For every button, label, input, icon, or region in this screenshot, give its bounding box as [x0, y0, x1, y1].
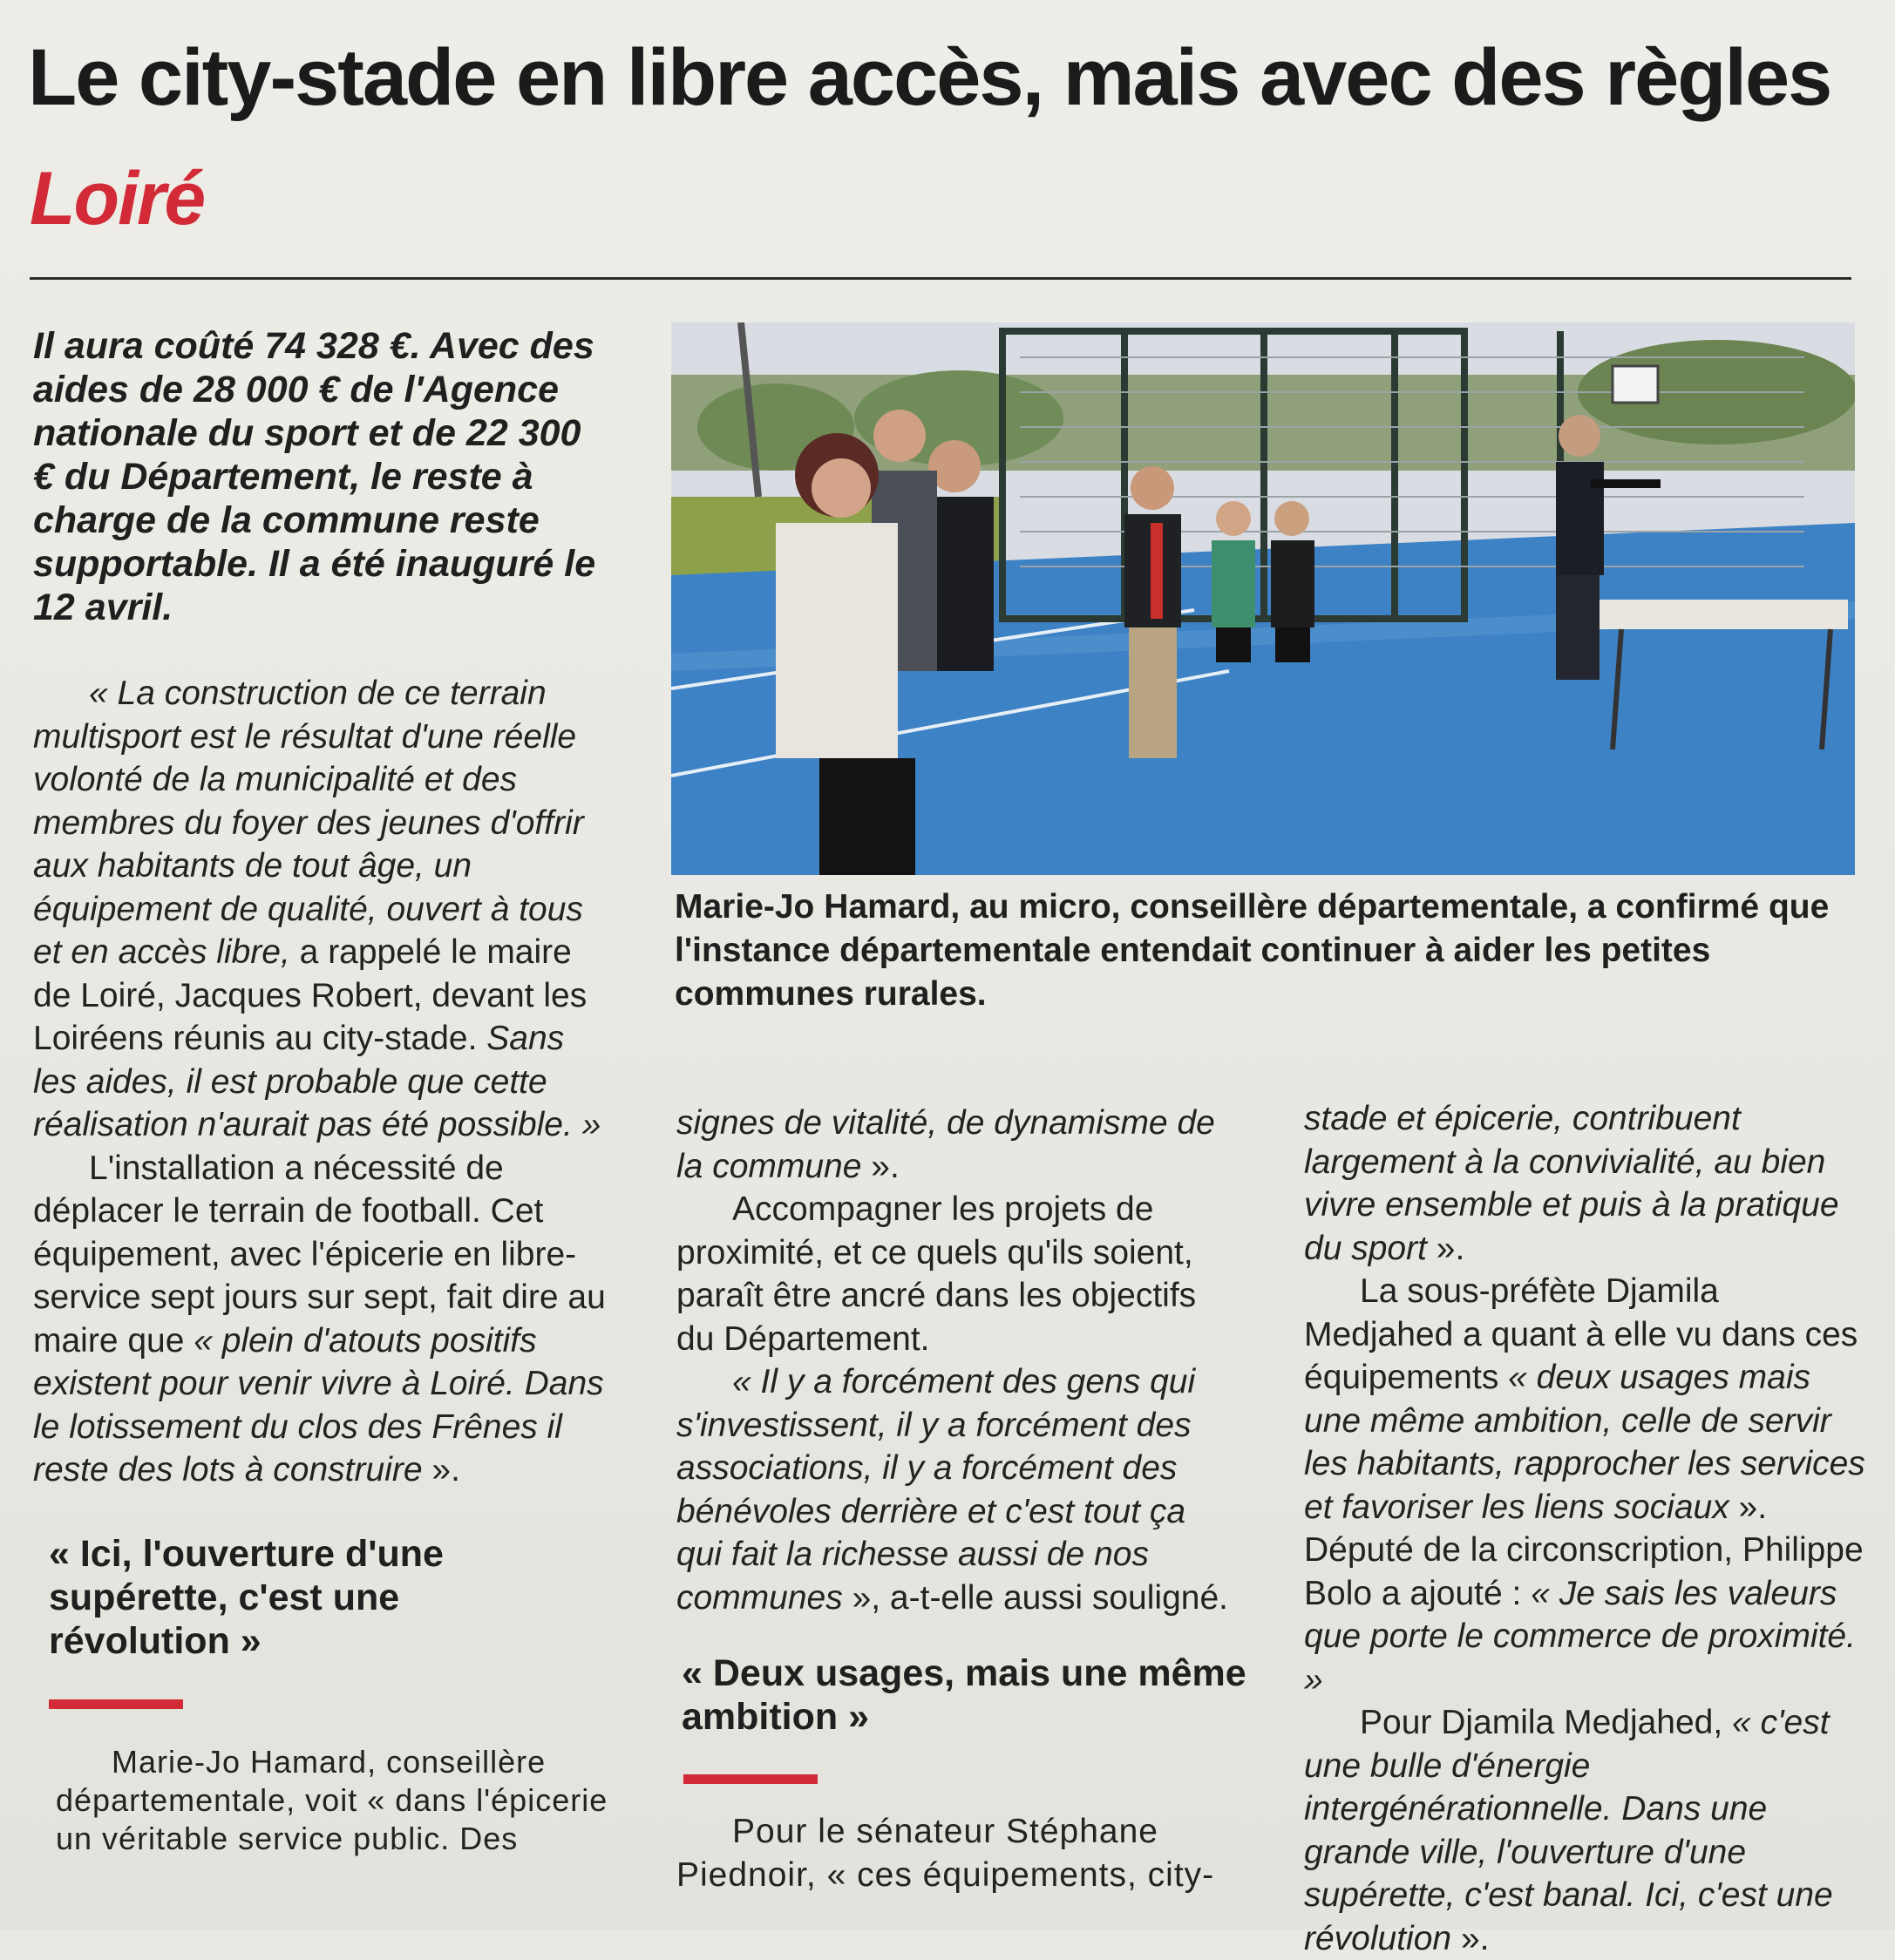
col1-p3-plain: Marie-Jo Hamard, conseillère départementale, voit	[56, 1744, 547, 1818]
col3-p2-plain: La sous-préfète Djamila Medjahed a quant à elle vu dans ces équipements	[1304, 1272, 1858, 1396]
photo-caption: Marie-Jo Hamard, au micro, conseillère départementale, a confirmé que l'instance départementale entendait continuer à aider les petites communes rurales.	[675, 888, 1830, 1013]
col1-p1-quote-end: Sans les aides, il est probable que cette réalisation n'aurait pas été possible. »	[33, 1020, 601, 1143]
col2-paragraph-3	[676, 1360, 1234, 1619]
col2-p3-end: », a-t-elle aussi souligné.	[842, 1578, 1228, 1617]
col2-p4-plain: Pour le sénateur Stéphane Piednoir,	[676, 1813, 1159, 1894]
col2-subhead: « Deux usages, mais une même ambition »	[682, 1652, 1246, 1738]
col2-bottom	[676, 1810, 1234, 1896]
column-1	[33, 672, 608, 1492]
col3-p3-plain: Pour Djamila Medjahed,	[1360, 1704, 1733, 1741]
col3-p2-quote2: « Je sais les valeurs que porte le commerce de proximité. »	[1304, 1574, 1856, 1699]
col2-p1-end: ».	[861, 1147, 900, 1185]
col3-paragraph-2	[1304, 1270, 1871, 1701]
col1-p1-plain: a rappelé le maire de Loiré, Jacques Robert, devant les Loiréens réunis au city-stade.	[33, 933, 588, 1057]
article-location: Loiré	[30, 157, 205, 241]
col1-p1-quote-start: « La construction de ce terrain multisport est le résultat d'une réelle volonté de la municipalité et des membres du foyer des jeunes d'offrir aux habitants de tout âge, un équipement de qualité, ouvert à tous et en accès libre,	[33, 675, 584, 971]
col3-p1-end: ».	[1426, 1229, 1465, 1267]
col1-bottom	[56, 1743, 622, 1858]
col2-paragraph-2: Accompagner les projets de proximité, et ce quels qu'ils soient, paraît être ancré dans les objectifs du Département.	[676, 1190, 1197, 1358]
article-chapo: Il aura coûté 74 328 €. Avec des aides de 28 000 € de l'Agence nationale du sport et de 22 300 € du Département, le reste à charge de la commune reste supportable. Il a été inauguré le 12 avril.	[33, 325, 596, 628]
col2-red-bar	[683, 1774, 818, 1784]
col3-p3-quote: « c'est une bulle d'énergie intergénérationnelle. Dans une grande ville, l'ouverture d'une supérette, c'est banal. Ici, c'est une révolution	[1304, 1704, 1833, 1957]
col3-p1-quote: stade et épicerie, contribuent largement à la convivialité, au bien vivre ensemble et puis à la pratique du sport	[1304, 1100, 1839, 1267]
column-3	[1304, 1097, 1871, 1960]
city-stade-photo-illustration	[671, 322, 1855, 875]
col3-p2-plain2: ». Député de la circonscription, Philippe Bolo a ajouté :	[1304, 1488, 1864, 1612]
col3-paragraph-1	[1304, 1097, 1871, 1270]
col1-subhead: « Ici, l'ouverture d'une supérette, c'est une révolution »	[49, 1533, 444, 1662]
col2-p1-quote: signes de vitalité, de dynamisme de la commune	[676, 1104, 1215, 1185]
col2-p3-quote: « Il y a forcément des gens qui s'investissent, il y a forcément des associations, il y a forcément des bénévoles derrière et c'est tout ça qui fait la richesse aussi de nos communes	[676, 1363, 1196, 1617]
col1-p2-quote: « plein d'atouts positifs existent pour venir vivre à Loiré. Dans le lotissement du clos des Frênes il reste des lots à construire	[33, 1321, 604, 1489]
col2-paragraph-4	[676, 1810, 1234, 1896]
col3-p2-quote: « deux usages mais une même ambition, celle de servir les habitants, rapprocher les services et favoriser les liens sociaux	[1304, 1359, 1865, 1526]
article-headline: Le city-stade en libre accès, mais avec des règles	[28, 33, 1831, 122]
col1-paragraph-3	[56, 1743, 622, 1858]
col1-p2-end: ».	[422, 1451, 460, 1489]
col1-red-bar	[49, 1699, 183, 1709]
col1-p3-quote: « dans l'épicerie un véritable service public. Des	[56, 1782, 608, 1856]
col3-paragraph-3	[1304, 1701, 1871, 1960]
inauguration-photo	[671, 322, 1855, 875]
col3-p3-end: ».	[1451, 1919, 1490, 1957]
col1-paragraph-2	[33, 1147, 608, 1492]
column-2	[676, 1102, 1234, 1619]
col1-p2-plain: L'installation a nécessité de déplacer le terrain de football. Cet équipement, avec l'épicerie en libre-service sept jours sur sept, fait dire au maire que	[33, 1149, 606, 1360]
header-rule	[30, 277, 1851, 280]
col2-p4-quote: « ces équipements, city-	[826, 1855, 1215, 1894]
col1-paragraph-1	[33, 672, 608, 1147]
col2-paragraph-1	[676, 1102, 1234, 1188]
